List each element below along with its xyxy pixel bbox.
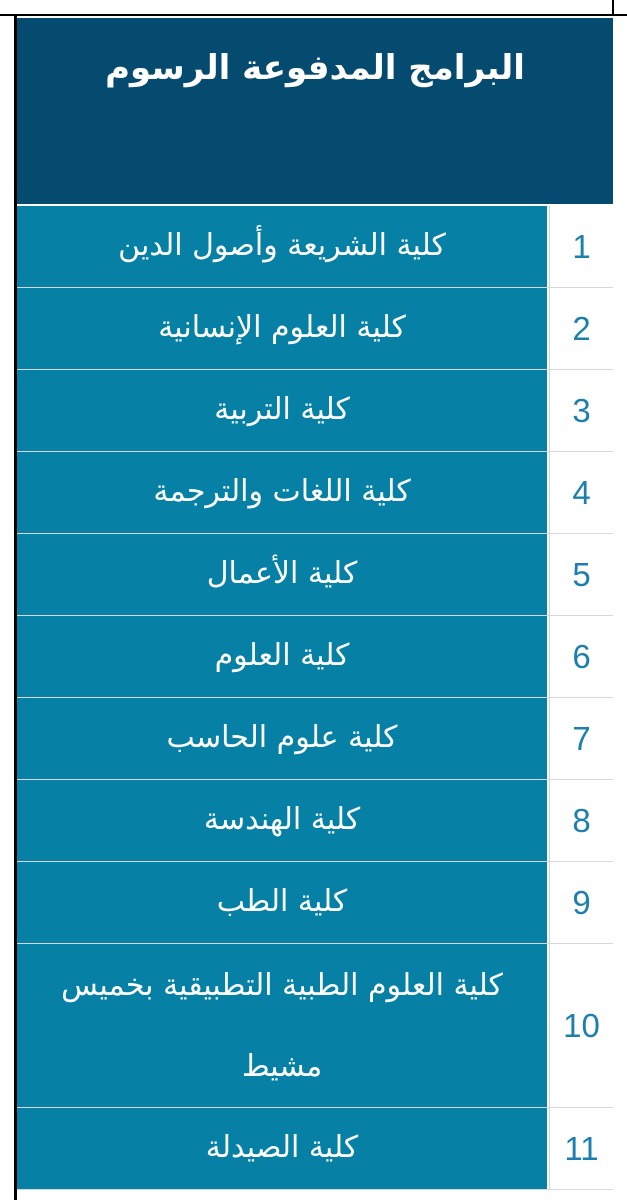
college-name-cell: كلية اللغات والترجمة [17, 452, 549, 533]
row-number-cell: 3 [549, 370, 613, 451]
row-number-cell: 9 [549, 862, 613, 943]
college-name-cell: كلية العلوم الطبية التطبيقية بخميس مشيط [17, 944, 549, 1107]
college-name-cell: كلية التربية [17, 370, 549, 451]
row-number-cell: 1 [549, 206, 613, 287]
row-number-cell: 6 [549, 616, 613, 697]
spreadsheet-top-gridline [0, 0, 627, 16]
gridline-column-separator [612, 0, 614, 16]
table-row [17, 616, 613, 698]
college-name-cell: كلية الطب [17, 862, 549, 943]
row-number-cell: 11 [549, 1108, 613, 1189]
table-row [17, 288, 613, 370]
table-header: البرامج المدفوعة الرسوم [17, 18, 613, 206]
table-row [17, 780, 613, 862]
table-row [17, 452, 613, 534]
programs-table [17, 18, 613, 1190]
table-row [17, 1108, 613, 1190]
college-name-cell: كلية الشريعة وأصول الدين [17, 206, 549, 287]
table-row [17, 206, 613, 288]
table-row [17, 944, 613, 1108]
table-row [17, 534, 613, 616]
table-row [17, 698, 613, 780]
table-row [17, 370, 613, 452]
row-number-cell: 8 [549, 780, 613, 861]
row-number-cell: 5 [549, 534, 613, 615]
college-name-cell: كلية الصيدلة [17, 1108, 549, 1189]
college-name-cell: كلية علوم الحاسب [17, 698, 549, 779]
table-row [17, 862, 613, 944]
row-number-cell: 2 [549, 288, 613, 369]
college-name-cell: كلية العلوم [17, 616, 549, 697]
college-name-cell: كلية الهندسة [17, 780, 549, 861]
row-number-cell: 10 [549, 944, 613, 1107]
college-name-cell: كلية الأعمال [17, 534, 549, 615]
row-number-cell: 7 [549, 698, 613, 779]
row-number-cell: 4 [549, 452, 613, 533]
college-name-cell: كلية العلوم الإنسانية [17, 288, 549, 369]
